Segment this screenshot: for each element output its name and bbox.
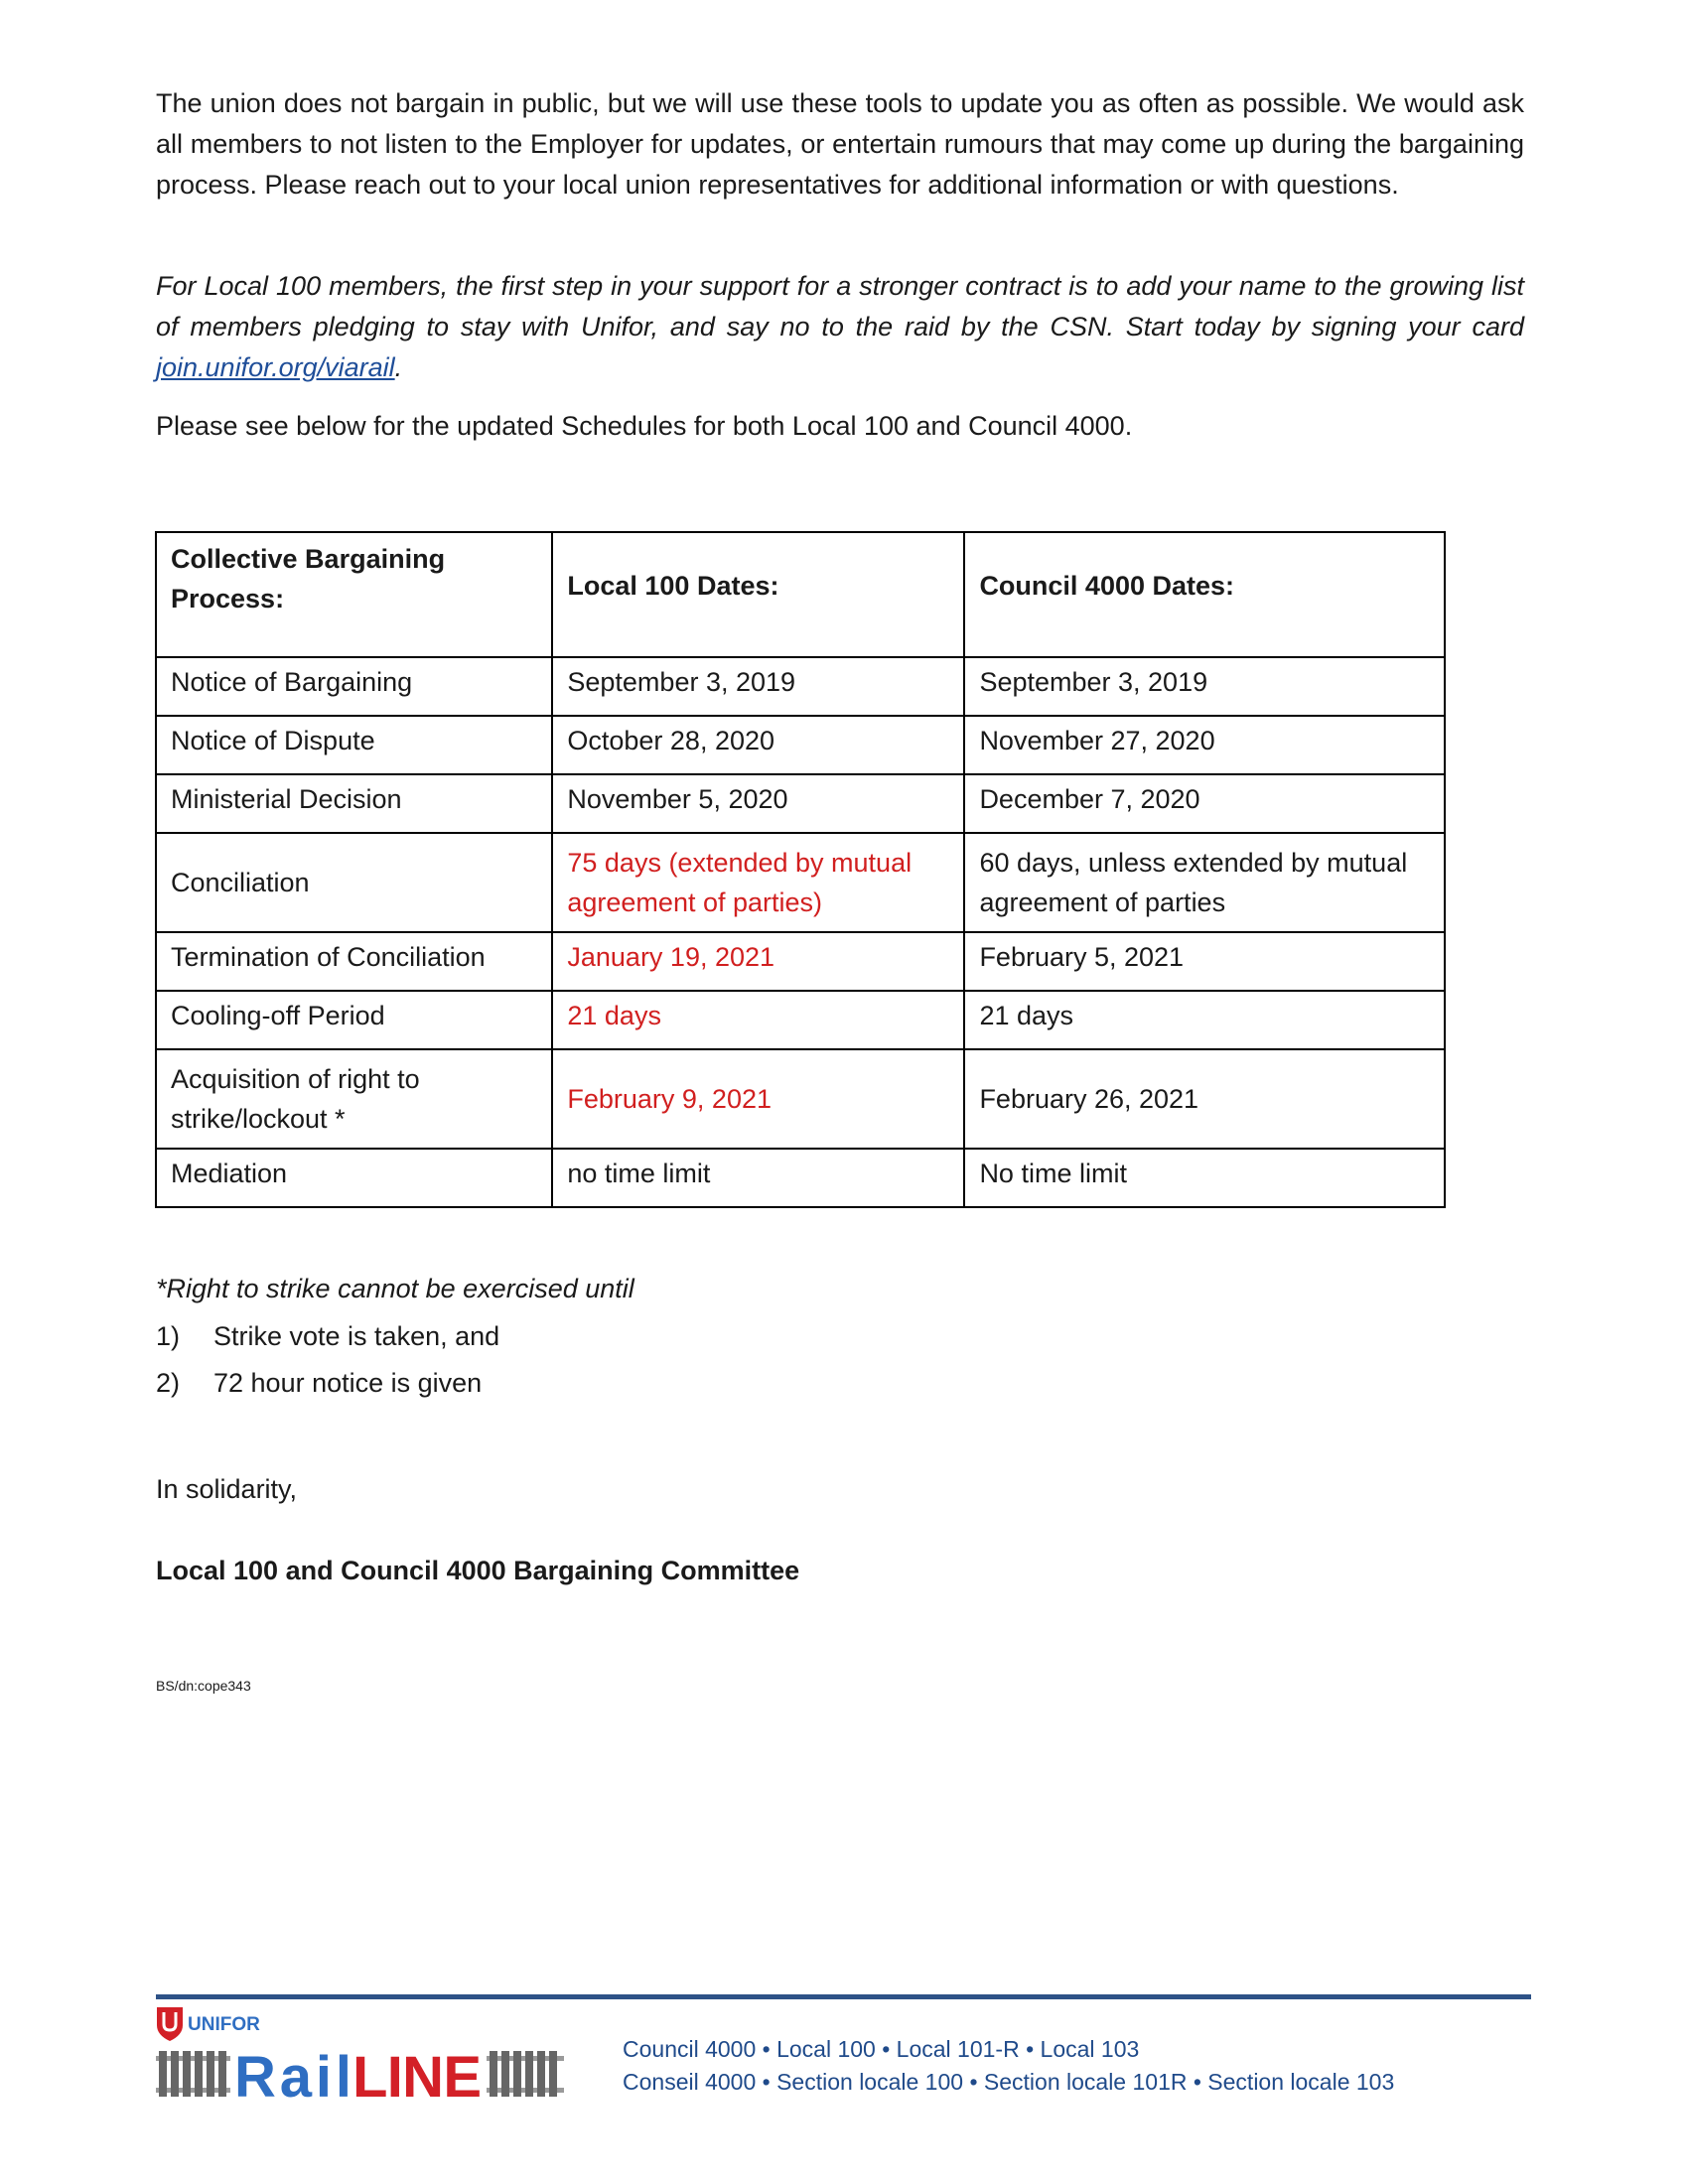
table-row <box>156 716 1445 774</box>
intro-paragraph-1: The union does not bargain in public, but we will use these tools to update you as often as possible. We would ask all members to not listen to the Employer for updates, or entertain rumours that may come up during the bargaining process. Please reach out to your local union representatives for additional information or with questions. <box>156 88 1524 200</box>
schedule-table <box>155 531 1446 1208</box>
header-process: Collective Bargaining Process: <box>156 532 552 657</box>
intro-paragraph-2 <box>156 266 1524 388</box>
local100-date-cell: September 3, 2019 <box>552 657 964 716</box>
council4000-date-cell: 21 days <box>964 991 1445 1049</box>
footnote-item-2 <box>156 1363 482 1403</box>
process-cell: Cooling-off Period <box>156 991 552 1049</box>
header-local100: Local 100 Dates: <box>552 532 964 657</box>
table-row <box>156 1049 1445 1149</box>
process-cell: Ministerial Decision <box>156 774 552 833</box>
table-row <box>156 991 1445 1049</box>
pledge-end: . <box>394 352 403 382</box>
join-link[interactable]: join.unifor.org/viarail <box>156 352 395 382</box>
council4000-date-cell: 60 days, unless extended by mutual agreement of parties <box>964 833 1445 932</box>
process-cell: Notice of Dispute <box>156 716 552 774</box>
process-cell: Notice of Bargaining <box>156 657 552 716</box>
process-cell: Conciliation <box>156 833 552 932</box>
footer-line-french: Conseil 4000 • Section locale 100 • Section locale 101R • Section locale 103 <box>623 2069 1395 2095</box>
process-cell: Termination of Conciliation <box>156 932 552 991</box>
process-cell: Acquisition of right to strike/lockout * <box>156 1049 552 1149</box>
footnote-item-number: 1) <box>156 1321 181 1351</box>
reference-code: BS/dn:cope343 <box>156 1678 251 1694</box>
table-row <box>156 774 1445 833</box>
closing-salutation: In solidarity, <box>156 1474 298 1504</box>
process-cell: Mediation <box>156 1149 552 1207</box>
table-row <box>156 657 1445 716</box>
closing-signature: Local 100 and Council 4000 Bargaining Committee <box>156 1556 800 1585</box>
pledge-text: For Local 100 members, the first step in your support for a stronger contract is to add your name to the growing list of members pledging to stay with Unifor, and say no to the raid by the CSN. Start today by signing your card <box>156 271 1524 341</box>
council4000-date-cell: No time limit <box>964 1149 1445 1207</box>
local100-date-cell: February 9, 2021 <box>552 1049 964 1149</box>
council4000-date-cell: February 5, 2021 <box>964 932 1445 991</box>
table-header-row <box>156 532 1445 657</box>
local100-date-cell: 75 days (extended by mutual agreement of parties) <box>552 833 964 932</box>
council4000-date-cell: September 3, 2019 <box>964 657 1445 716</box>
rail-track-left-icon <box>156 2051 230 2097</box>
council4000-date-cell: December 7, 2020 <box>964 774 1445 833</box>
footnote-item-1 <box>156 1316 499 1356</box>
footnote-item-number: 2) <box>156 1368 181 1398</box>
rail-track-right-icon <box>487 2051 564 2097</box>
local100-date-cell: no time limit <box>552 1149 964 1207</box>
footnote-heading: *Right to strike cannot be exercised until <box>156 1274 634 1303</box>
intro-paragraph-3: Please see below for the updated Schedules for both Local 100 and Council 4000. <box>156 411 1133 441</box>
table-row <box>156 1149 1445 1207</box>
footnote-item-text: Strike vote is taken, and <box>213 1321 500 1351</box>
logo-rail: Rail <box>234 2045 352 2100</box>
local100-date-cell: 21 days <box>552 991 964 1049</box>
council4000-date-cell: November 27, 2020 <box>964 716 1445 774</box>
footnote-item-text: 72 hour notice is given <box>213 1368 483 1398</box>
footer-line-english: Council 4000 • Local 100 • Local 101-R • Local 103 <box>623 2036 1140 2062</box>
local100-date-cell: November 5, 2020 <box>552 774 964 833</box>
logo-line: LINE <box>352 2045 482 2100</box>
header-council4000: Council 4000 Dates: <box>964 532 1445 657</box>
unifor-railline-logo <box>156 2005 573 2100</box>
unifor-shield-icon <box>157 2007 183 2041</box>
local100-date-cell: January 19, 2021 <box>552 932 964 991</box>
local100-date-cell: October 28, 2020 <box>552 716 964 774</box>
footer-divider <box>156 1994 1531 1999</box>
table-row <box>156 932 1445 991</box>
council4000-date-cell: February 26, 2021 <box>964 1049 1445 1149</box>
table-row <box>156 833 1445 932</box>
unifor-wordmark: UNIFOR <box>188 2014 260 2035</box>
